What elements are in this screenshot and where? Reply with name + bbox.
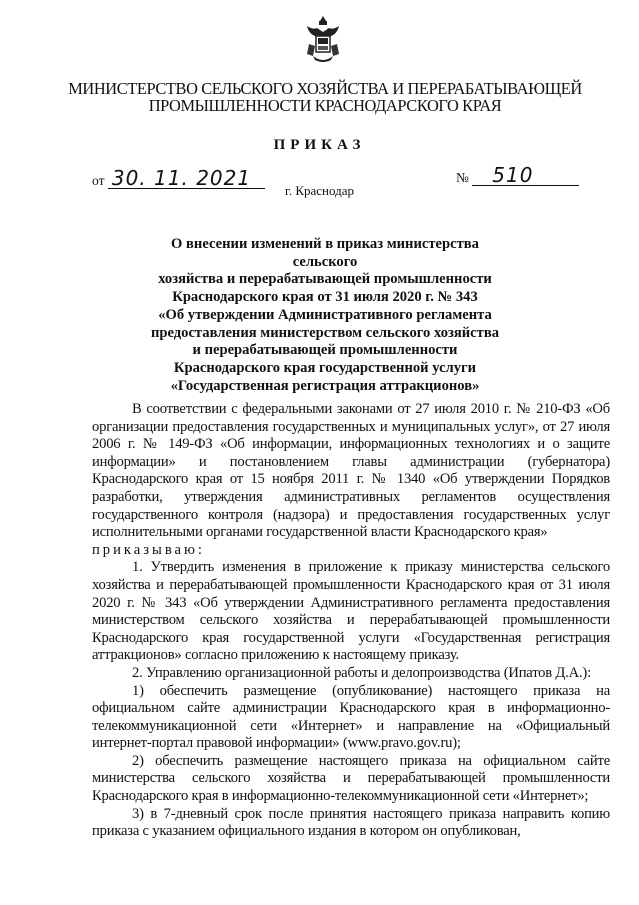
title-line: Краснодарского края государственной услуги [173, 359, 477, 376]
item-2-2-paragraph: 2) обеспечить размещение настоящего приказа на официальном сайте министерства сельского хозяйства и перерабатывающей промышленности Краснодарского края в информационно-телекоммуникационной сети «Интернет»; [92, 752, 610, 805]
ministry-line-2: ПРОМЫШЛЕННОСТИ КРАСНОДАРСКОГО КРАЯ [148, 96, 502, 115]
date-prefix: от [92, 173, 105, 188]
title-line: Краснодарского края от 31 июля 2020 г. № 343 [172, 289, 478, 306]
coat-of-arms-icon [303, 14, 343, 64]
order-body [92, 401, 610, 841]
title-line: О внесении изменений в приказ министерства сельского [171, 236, 479, 270]
item-1-paragraph: 1. Утвердить изменения в приложение к приказу министерства сельского хозяйства и перерабатывающей промышленности Краснодарского края от 31 июля 2020 г. № 343 «Об утверждении Административного регламента предоставления министерством сельского хозяйства и перерабатывающей промышленности Краснодарского края государственной услуги «Государственная регистрация аттракционов» согласно приложению к настоящему приказу. [92, 559, 610, 664]
number-handwritten: 510 [472, 165, 579, 186]
date-handwritten: 30. 11. 2021 [108, 168, 265, 189]
ministry-name [40, 80, 610, 114]
title-line: предоставления министерством сельского хозяйства [150, 324, 500, 341]
number-prefix: № [456, 170, 469, 185]
item-2-3-paragraph: 3) в 7-дневный срок после принятия настоящего приказа направить копию приказа с указанием официального издания в котором он опубликован, [92, 805, 610, 840]
item-2-paragraph: 2. Управлению организационной работы и делопроизводства (Ипатов Д.А.): [132, 664, 591, 681]
preamble-paragraph: В соответствии с федеральными законами от 27 июля 2010 г. № 210-ФЗ «Об организации предоставления государственных и муниципальных услуг», от 27 июля 2006 г. № 149-ФЗ «Об информации, информационных технологиях и о защите информации» и постановлением главы администрации (губернатора) Краснодарского края от 15 ноября 2011 г. № 1340 «Об утверждении Порядков разработки, утверждения административных регламентов осуществления государственного контроля (надзора) и предоставления государственных услуг исполнительными органами государственной власти Краснодарского края» [92, 401, 610, 541]
ministry-line-1: МИНИСТЕРСТВО СЕЛЬСКОГО ХОЗЯЙСТВА И ПЕРЕРАБАТЫВАЮЩЕЙ [68, 79, 582, 98]
document-type: ПРИКАЗ [273, 137, 366, 153]
title-line: «Государственная регистрация аттракционов» [170, 377, 480, 394]
title-line: «Об утверждении Административного регламента [158, 306, 492, 323]
order-title [150, 236, 500, 395]
title-line: и перерабатывающей промышленности [192, 342, 458, 359]
city: г. Краснодар [284, 183, 355, 198]
decree-word: приказываю: [92, 541, 205, 558]
title-line: хозяйства и перерабатывающей промышленности [158, 271, 492, 288]
item-2-1-paragraph: 1) обеспечить размещение (опубликование) настоящего приказа на официальном сайте администрации Краснодарского края в информационно-телекоммуникационной сети «Интернет» и направление на «Официальный интернет-портал правовой информации» (www.pravo.gov.ru); [92, 682, 610, 752]
